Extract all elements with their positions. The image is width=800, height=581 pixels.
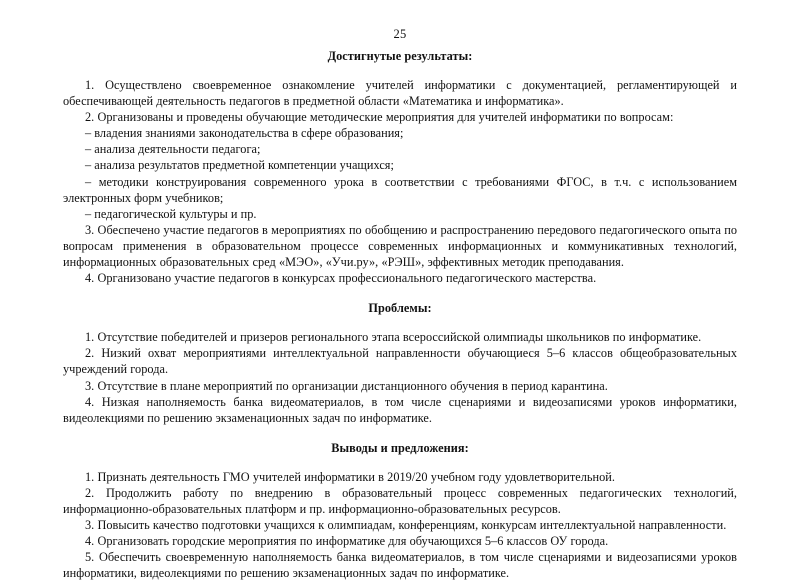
paragraph-result-1: 1. Осуществлено своевременное ознакомление учителей информатики с документацией, регламентирующей и обеспечивающей деятельность педагогов в предметной области «Математика и информатика». (63, 78, 737, 109)
bullet-result-2b: – анализа деятельности педагога; (85, 142, 261, 157)
bullet-result-2e: – педагогической культуры и пр. (85, 206, 257, 221)
bullet-result-2d: – методики конструирования современного урока в соответствии с требованиями ФГОС, в т.ч. с использованием электронных форм учебников; (63, 174, 737, 205)
section-heading-achieved-results: Достигнутые результаты: (327, 49, 473, 63)
section-heading-problems: Проблемы: (368, 301, 432, 316)
spacer (63, 456, 737, 469)
paragraph-result-3: 3. Обеспечено участие педагогов в мероприятиях по обобщению и распространению передового педагогического опыта по вопросам применения в образовательном процессе современных информационных и коммуникативных технологий, информационных образовательных сред «МЭО», «Учи.ру», «РЭШ», эффективных методик преподавания. (63, 222, 737, 270)
bullet-result-2c: – анализа результатов предметной компетенции учащихся; (85, 158, 394, 173)
page-number: 25 (393, 27, 407, 41)
paragraph-conclusion-4: 4. Организовать городские мероприятия по информатике для обучающихся 5–6 классов ОУ города. (85, 534, 609, 549)
section-achieved-results (63, 48, 737, 286)
paragraph-conclusion-5: 5. Обеспечить своевременную наполняемость банка видеоматериалов, в том числе сценариями и видеозаписями уроков информатики, видеолекциями по решению экзаменационных задач по информатике. (63, 550, 737, 581)
document-body (63, 48, 737, 581)
section-heading-conclusions: Выводы и предложения: (331, 440, 469, 455)
paragraph-conclusion-1: 1. Признать деятельность ГМО учителей информатики в 2019/20 учебном году удовлетворительной. (85, 469, 615, 484)
bullet-result-2a: – владения знаниями законодательства в сфере образования; (85, 126, 404, 141)
spacer (63, 64, 737, 77)
paragraph-conclusion-2: 2. Продолжить работу по внедрению в образовательный процесс современных педагогических технологий, информационно-образовательных платформ и пр. информационно-образовательных ресурсов. (63, 485, 737, 516)
paragraph-conclusion-3: 3. Повысить качество подготовки учащихся к олимпиадам, конференциям, конкурсам интеллектуальной направленности. (85, 518, 727, 533)
paragraph-problem-1: 1. Отсутствие победителей и призеров регионального этапа всероссийской олимпиады школьников по информатике. (85, 330, 702, 345)
spacer (63, 286, 737, 300)
spacer (63, 316, 737, 329)
paragraph-result-2: 2. Организованы и проведены обучающие методические мероприятия для учителей информатики по вопросам: (85, 110, 674, 125)
section-problems (63, 286, 737, 426)
paragraph-problem-3: 3. Отсутствие в плане мероприятий по организации дистанционного обучения в период карантина. (85, 378, 608, 393)
paragraph-problem-2: 2. Низкий охват мероприятиями интеллектуальной направленности обучающиеся 5–6 классов общеобразовательных учреждений города. (63, 346, 737, 377)
paragraph-problem-4: 4. Низкая наполняемость банка видеоматериалов, в том числе сценариями и видеозаписями уроков информатики, видеолекциями по решению экзаменационных задач по информатике. (63, 394, 737, 425)
paragraph-result-4: 4. Организовано участие педагогов в конкурсах профессионального педагогического мастерства. (85, 271, 597, 286)
section-conclusions (63, 426, 737, 581)
spacer (63, 426, 737, 440)
